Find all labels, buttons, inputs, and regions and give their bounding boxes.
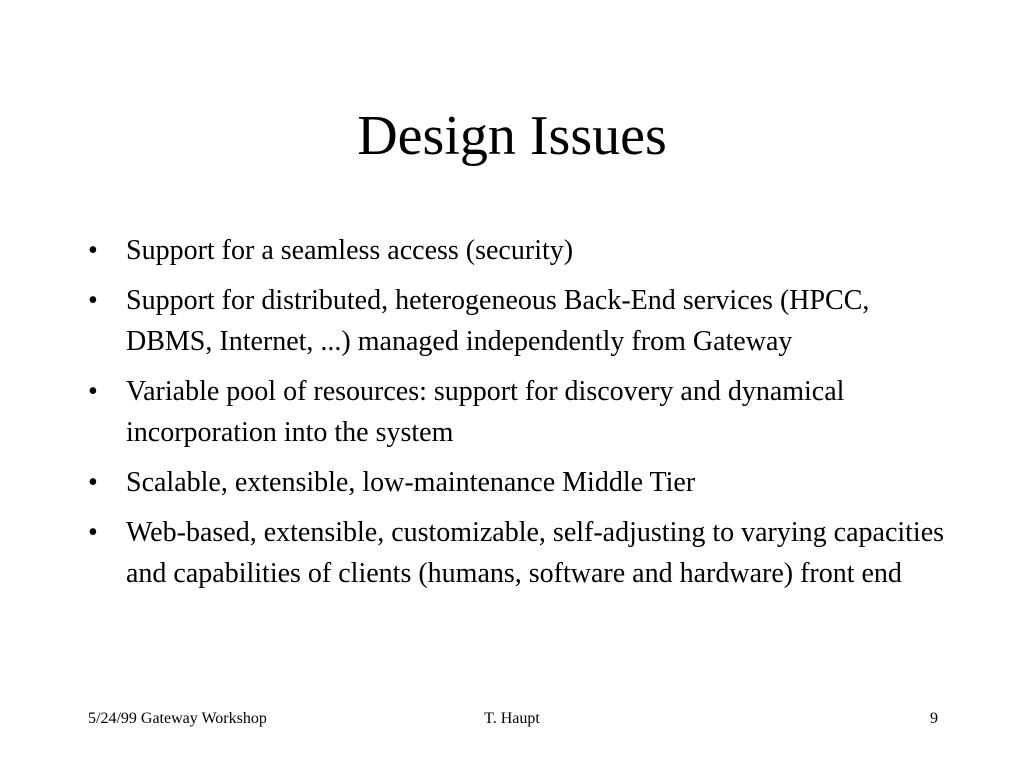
- bullet-glyph: •: [88, 517, 98, 548]
- bullet-text: Support for distributed, heterogeneous Back-End services (HPCC, DBMS, Internet, ...) managed independently from Gateway: [126, 285, 870, 357]
- footer-page-number: 9: [930, 710, 938, 727]
- bullet-text: Support for a seamless access (security): [126, 235, 574, 266]
- slide-title: Design Issues: [357, 105, 667, 167]
- bullet-glyph: •: [88, 376, 98, 407]
- bullet-list: [88, 230, 948, 603]
- bullet-item: [88, 462, 948, 503]
- bullet-item: [88, 230, 948, 271]
- bullet-text: Web-based, extensible, customizable, self-adjusting to varying capacities and capabilities of clients (humans, software and hardware) front end: [126, 517, 945, 589]
- bullet-text: Variable pool of resources: support for discovery and dynamical incorporation into the system: [126, 376, 845, 448]
- bullet-glyph: •: [88, 235, 98, 266]
- bullet-item: [88, 371, 948, 453]
- bullet-glyph: •: [88, 285, 98, 316]
- footer-date-event: 5/24/99 Gateway Workshop: [88, 710, 267, 727]
- footer-author: T. Haupt: [484, 710, 540, 727]
- bullet-item: [88, 512, 948, 594]
- bullet-glyph: •: [88, 467, 98, 498]
- bullet-item: [88, 280, 948, 362]
- bullet-text: Scalable, extensible, low-maintenance Middle Tier: [126, 467, 696, 498]
